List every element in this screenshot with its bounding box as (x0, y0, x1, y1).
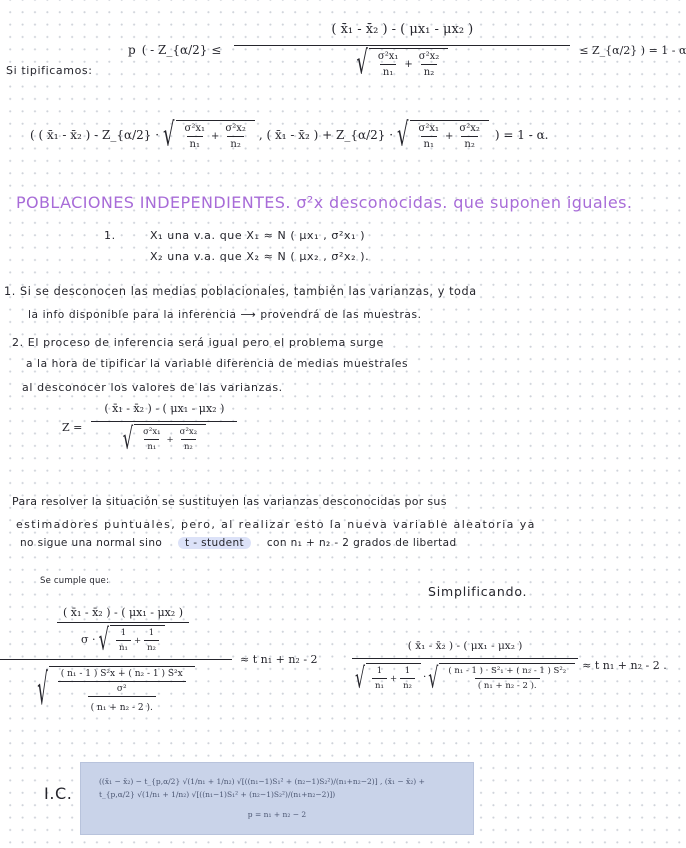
interval-left: ( ( x̄₁ - x̄₂ ) - Z_{α/2} · (30, 128, 160, 142)
para-line-1: Para resolver la situación se sustituyen las varianzas desconocidas por sus (12, 495, 447, 508)
se-cumple-label: Se cumple que: (40, 576, 110, 586)
section-title: POBLACIONES INDEPENDIENTES. σ²x desconocidas. que suponen iguales. (16, 193, 633, 212)
intro-sqrt: √ $\frac{\text{σ²x₁}}{\text{n₁}}$ + $\frac{\text{σ²x₂}}{\text{n₂}}$ (356, 48, 448, 78)
t-right-inner-num: ( n₁ - 1 ) · S²₁ + ( n₂ - 1 ) S²₂ (448, 666, 567, 676)
z-symbol: Z = (62, 420, 83, 434)
note-1-line-1: 1. Si se desconocen las medias poblacionales, también las varianzas, y toda (4, 285, 477, 298)
z-sqrt: √ $\frac{\text{σ²x₁}}{\text{n₁}}$ + $\frac{\text{σ²x₂}}{\text{n₂}}$ (123, 424, 206, 452)
ic-p-definition: p = n₁ + n₂ − 2 (247, 810, 307, 819)
t-right-numerator: ( x̄₁ - x̄₂ ) - ( μx₁ - μx₂ ) (407, 640, 523, 652)
note-2-line-2: a la hora de tipificar la variable diferencia de medias muestrales (26, 358, 409, 370)
interval-end: ) = 1 - α. (494, 128, 549, 142)
intro-numerator: ( x̄₁ - x̄₂ ) - ( μx₁ - μx₂ ) (331, 22, 474, 37)
t-formula-right: ( x̄₁ - x̄₂ ) - ( μx₁ - μx₂ ) √ $\frac{1}{\text{n₁}}$ + $\frac{1}{\text{n₂}}$ · √ $\frac{\text{( n₁ - 1 ) · S²₁ + ( n₂ - 1 ) S²₂}}{\text{( n₁ + n₂ - 2 ).}}$ ≈ t n₁ + n₂ - 2 . (352, 640, 667, 691)
t-left-sqrt: √ ( n₁ - 1 ) S²x + ( n₂ - 1 ) S²x σ² ( n₁ + n₂ - 2 ). (37, 666, 194, 713)
interval-sqrt-left: √ $\frac{\text{σ²x₁}}{\text{n₁}}$ + $\frac{\text{σ²x₂}}{\text{n₂}}$ (163, 120, 255, 150)
interval-mid: , ( x̄₁ - x̄₂ ) + Z_{α/2} · (258, 128, 394, 142)
variables-marker: 1. (104, 229, 116, 242)
note-2-line-1: 2. El proceso de inferencia será igual pero el problema surge (12, 336, 384, 349)
ic-label: I.C. (44, 784, 73, 803)
t-left-approx: ≈ t n₁ + n₂ - 2 (240, 653, 318, 666)
intro-label: Si tipificamos: (6, 64, 93, 77)
intro-rhs: ≤ Z_{α/2} ) = 1 - α (579, 43, 686, 57)
t-left-inner-num: ( n₁ - 1 ) S²x + ( n₂ - 1 ) S²x (58, 669, 186, 682)
t-student-highlight: t - student (178, 537, 251, 549)
intro-lhs: ( - Z_{α/2} ≤ (141, 43, 222, 57)
t-right-dof: ( n₁ + n₂ - 2 ). (475, 678, 540, 691)
note-2-line-3: al desconocer los valores de las varianzas. (22, 381, 283, 394)
t-formula-left: ( x̄₁ - x̄₂ ) - ( μx₁ - μx₂ ) σ · √ $\frac{1}{\text{n₁}}$ + $\frac{1}{\text{n₂}}$ √ ( n₁ - 1 ) S²x + ( n₂ - 1 ) S²x σ² ( n₁ + n₂ - 2 ). ≈ t n₁ + n₂ - 2 (0, 606, 318, 713)
para-line-3-a: no sigue una normal sino (20, 537, 163, 549)
ic-formula-box (80, 762, 474, 835)
variables-row-1: X₁ una v.a. que X₁ ≈ N ( μx₁ , σ²x₁ ) (150, 229, 366, 242)
simplificando-label: Simplificando. (428, 584, 528, 599)
z-formula (62, 402, 240, 456)
para-line-3-b: con n₁ + n₂ - 2 grados de libertad (266, 537, 457, 549)
t-left-numerator: ( x̄₁ - x̄₂ ) - ( μx₁ - μx₂ ) (57, 606, 189, 623)
note-1-line-2: la info disponible para la inferencia ⟶ provendrá de las muestras. (28, 309, 422, 321)
para-line-2: estimadores puntuales, pero, al realizar esto la nueva variable aleatoria ya (16, 518, 536, 531)
para-line-3 (20, 537, 457, 549)
intro-probability-formula (128, 22, 686, 82)
interval-sqrt-right: √ $\frac{\text{σ²x₁}}{\text{n₁}}$ + $\frac{\text{σ²x₂}}{\text{n₂}}$ (397, 120, 489, 150)
ic-formula: ((x̄₁ − x̄₂) − t_{p,α/2} √(1/n₁ + 1/n₂) √[((n₁−1)S₁² + (n₂−1)S₂²)/(n₁+n₂−2)] , (x̄₁ − x̄₂) + t_{p,α/2} √(1/n₁ + 1/n₂) √[((n₁−1)S₁² + (n₂−1)S₂²)/(n₁+n₂−2)]) (99, 777, 425, 799)
intro-fraction (234, 22, 570, 82)
z-numerator: ( x̄₁ - x̄₂ ) - ( μx₁ - μx₂ ) (104, 402, 225, 415)
variables-row-2: X₂ una v.a. que X₂ ≈ N ( μx₂ , σ²x₂ ). (150, 250, 370, 263)
t-left-dof: ( n₁ + n₂ - 2 ). (88, 696, 156, 713)
t-left-sigma: σ · (81, 632, 96, 646)
intro-p-symbol: p (128, 43, 136, 57)
interval-known-variance (30, 116, 549, 154)
t-right-approx: ≈ t n₁ + n₂ - 2 . (582, 659, 667, 672)
